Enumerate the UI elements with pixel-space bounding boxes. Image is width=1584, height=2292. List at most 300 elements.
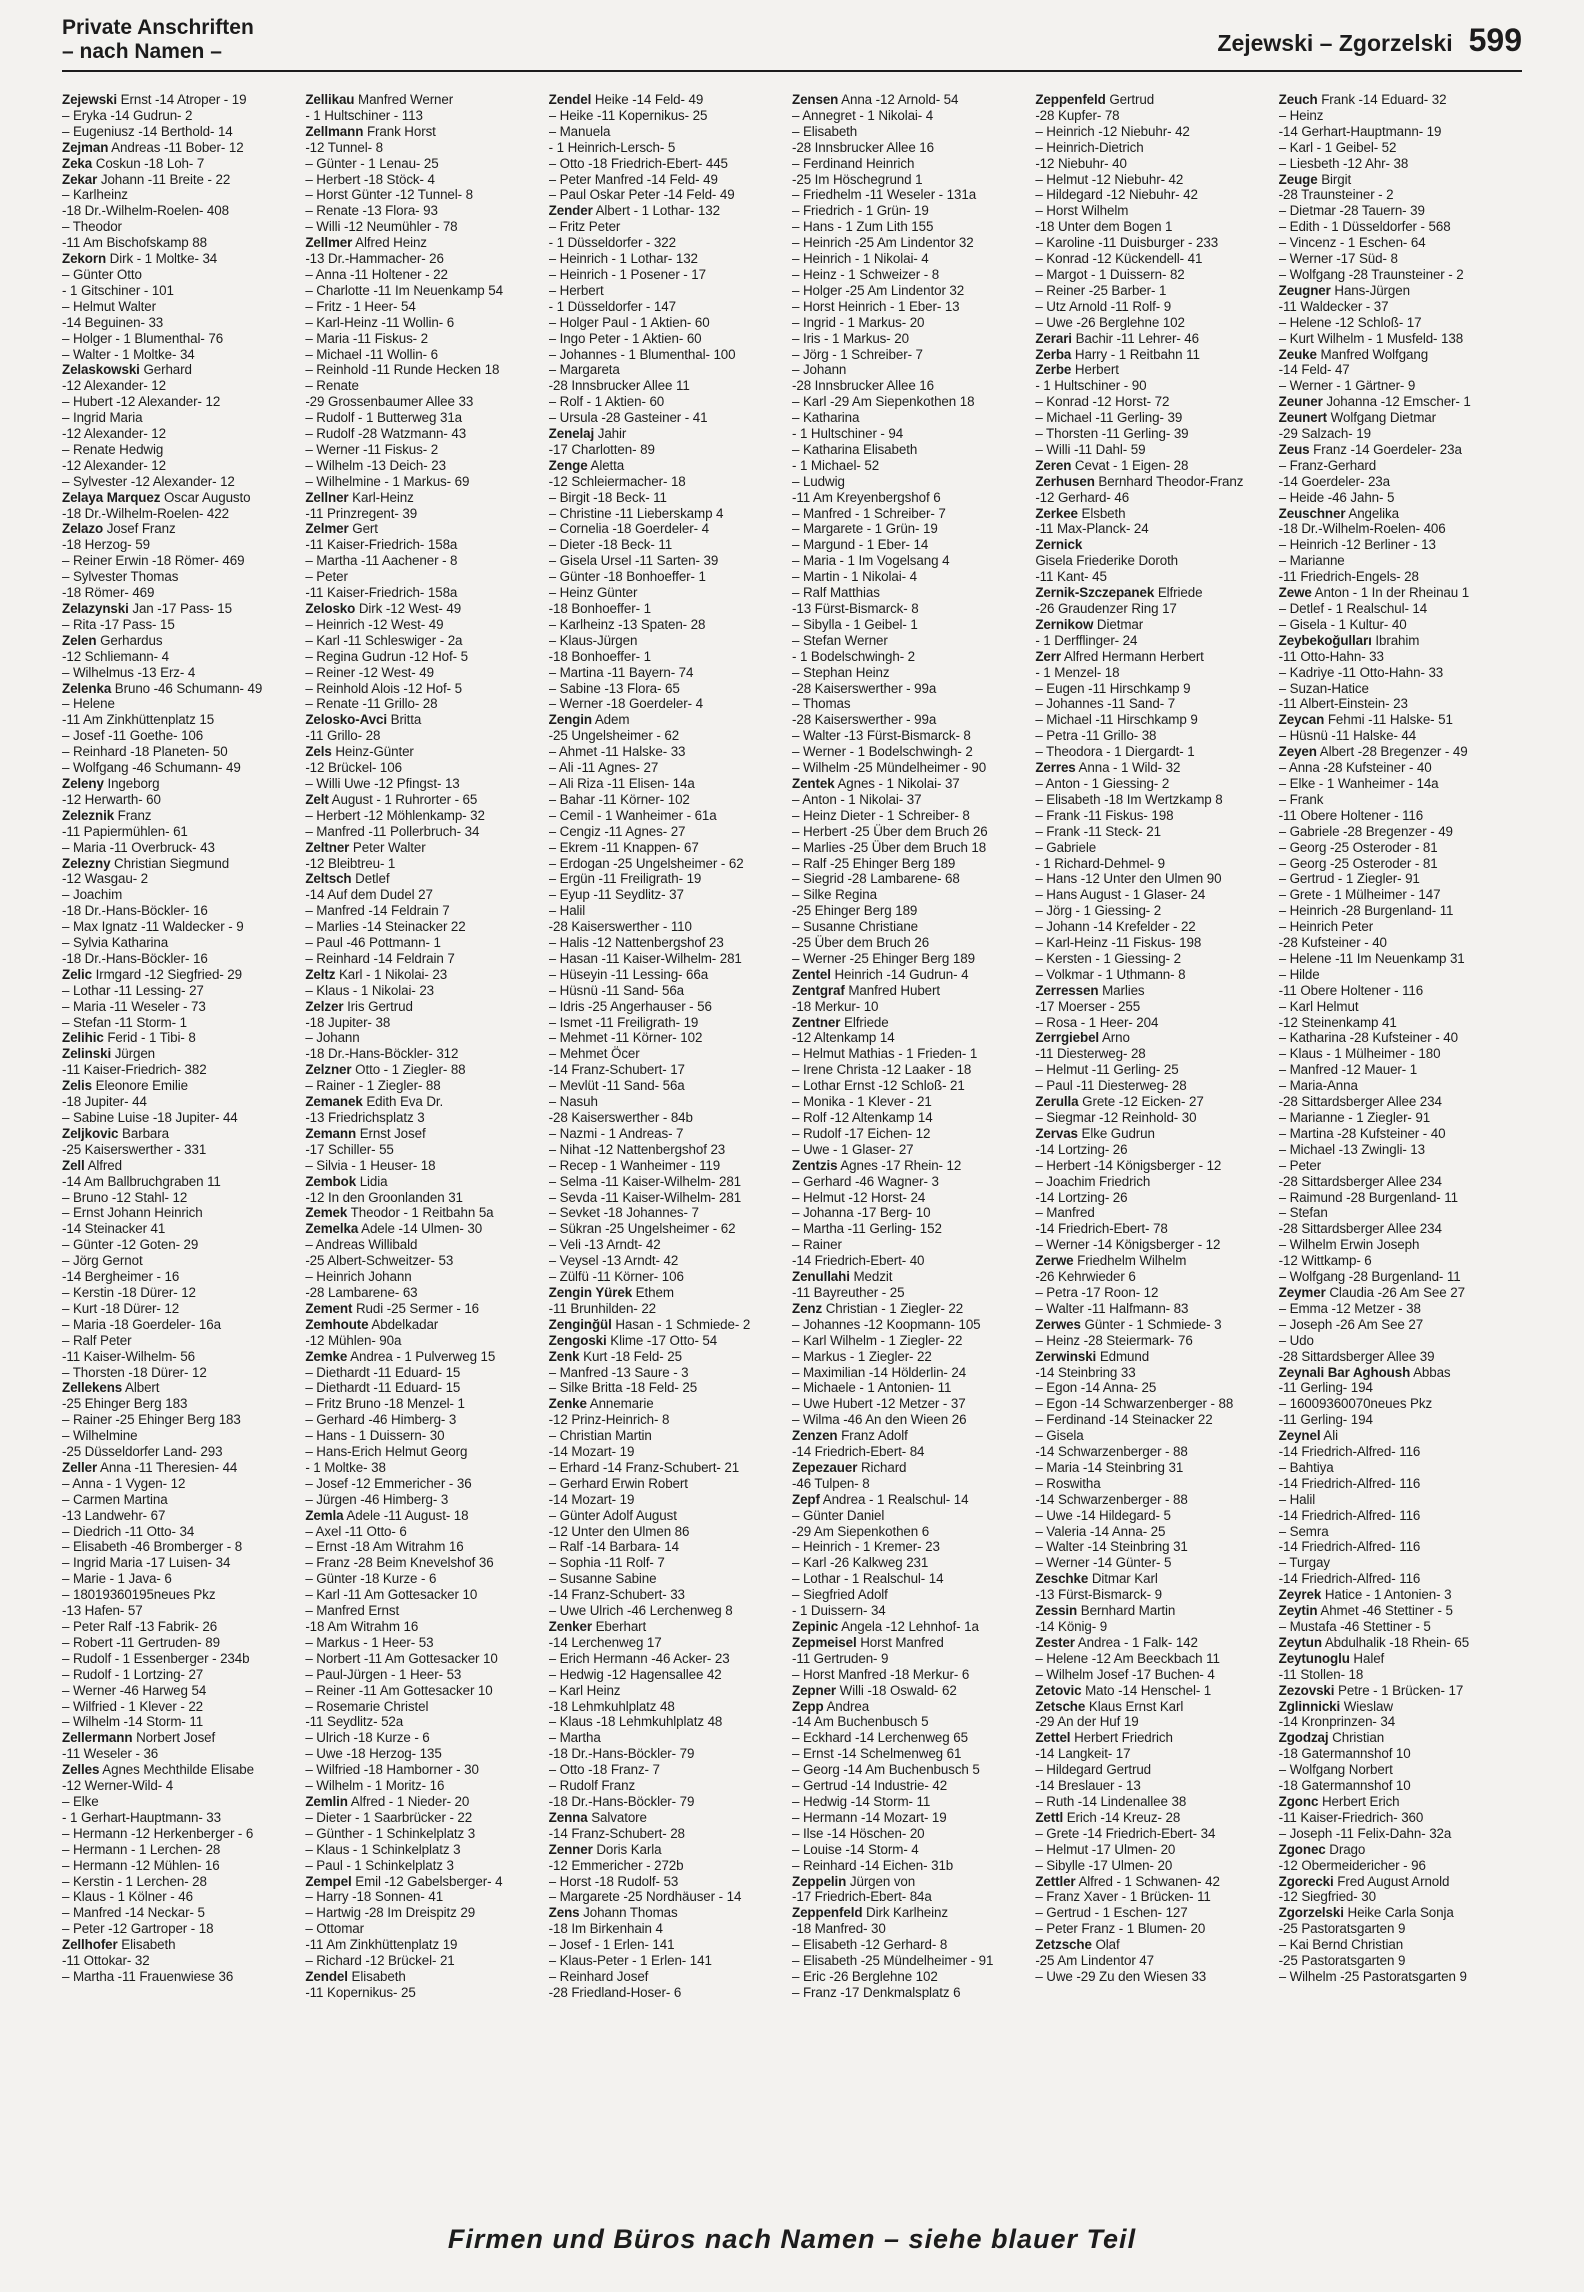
entry-details: -18 Dr.-Hans-Böckler- 79 <box>548 1793 695 1809</box>
entry-details: – 16009360070neues Pkz <box>1278 1396 1433 1412</box>
entry-details: Willi -18 Oswald- 62 <box>839 1682 957 1698</box>
directory-entry <box>62 315 295 331</box>
directory-entry <box>1279 633 1512 649</box>
entry-details: -12 Altenkamp 14 <box>791 1030 895 1046</box>
entry-details: – Klaus - 1 Schinkelplatz 3 <box>305 1841 461 1857</box>
entry-details: Edmund <box>1099 1348 1150 1364</box>
entry-details: – Hans - 1 Duissern- 30 <box>305 1428 445 1444</box>
surname: Zerari <box>1035 330 1072 346</box>
surname: Zeller <box>62 1459 98 1475</box>
entry-details: Arno <box>1101 1030 1130 1046</box>
directory-entry <box>1035 394 1268 410</box>
directory-entry <box>549 1826 782 1842</box>
entry-details: – Helmut Mathias - 1 Frieden- 1 <box>791 1046 978 1062</box>
entry-details: -14 Feld- 47 <box>1278 362 1350 378</box>
entry-details: – Nazmi - 1 Andreas- 7 <box>548 1125 684 1141</box>
surname: Zessin <box>1035 1603 1078 1619</box>
directory-entry <box>792 585 1025 601</box>
entry-details: – Joachim Friedrich <box>1035 1173 1151 1189</box>
entry-details: -14 Friedrich-Alfred- 116 <box>1278 1475 1421 1491</box>
directory-entry <box>62 585 295 601</box>
entry-details: – Elisabeth -12 Gerhard- 8 <box>791 1937 948 1953</box>
directory-entry <box>792 108 1025 124</box>
directory-entry <box>1279 1269 1512 1285</box>
directory-entry <box>1279 760 1512 776</box>
entry-details: - 1 Hultschiner - 90 <box>1035 378 1147 394</box>
directory-entry <box>1035 219 1268 235</box>
surname: Zelihic <box>62 1030 104 1046</box>
directory-entry <box>549 712 782 728</box>
entry-details: Alfred Hermann Herbert <box>1063 648 1204 664</box>
directory-entry <box>62 1794 295 1810</box>
surname: Zeuner <box>1278 394 1323 410</box>
directory-entry <box>792 569 1025 585</box>
entry-details: - 1 Derfflinger- 24 <box>1035 632 1138 648</box>
entry-details: – Eugeniusz -14 Berthold- 14 <box>62 123 233 139</box>
directory-entry <box>1035 601 1268 617</box>
directory-entry <box>1279 1667 1512 1683</box>
directory-entry <box>792 426 1025 442</box>
entry-details: – Valeria -14 Anna- 25 <box>1035 1523 1166 1539</box>
entry-details: – Wilhelmine <box>62 1428 138 1444</box>
directory-entry <box>1279 267 1512 283</box>
entry-details: Bruno -46 Schumann- 49 <box>114 680 263 696</box>
directory-entry <box>549 760 782 776</box>
directory-entry <box>1279 1842 1512 1858</box>
entry-details: – Markus - 1 Ziegler- 22 <box>791 1348 932 1364</box>
directory-entry <box>1035 156 1268 172</box>
directory-entry <box>792 1285 1025 1301</box>
entry-details: – Renate <box>305 378 359 394</box>
directory-entry <box>1035 299 1268 315</box>
entry-details: – Werner -46 Harweg 54 <box>62 1682 207 1698</box>
directory-entry <box>62 601 295 617</box>
directory-entry <box>62 203 295 219</box>
entry-details: – Dieter -18 Beck- 11 <box>548 537 673 553</box>
directory-entry <box>549 283 782 299</box>
entry-details: – Eric -26 Berglehne 102 <box>791 1968 938 1984</box>
entry-details: – Mevlüt -11 Sand- 56a <box>548 1078 685 1094</box>
entry-details: – Eyup -11 Seydlitz- 37 <box>548 887 684 903</box>
entry-details: -11 Papiermühlen- 61 <box>62 823 188 839</box>
directory-entry <box>549 601 782 617</box>
directory-entry <box>305 1810 538 1826</box>
entry-details: – Sevda -11 Kaiser-Wilhelm- 281 <box>548 1189 742 1205</box>
entry-details: Josef Franz <box>106 521 176 537</box>
entry-details: – Louise -14 Storm- 4 <box>791 1841 919 1857</box>
surname: Zement <box>305 1300 353 1316</box>
entry-details: Heike Carla Sonja <box>1347 1905 1454 1921</box>
directory-entry <box>1279 728 1512 744</box>
entry-details: -25 Am Lindentor 47 <box>1035 1953 1155 1969</box>
entry-details: – Holger Paul - 1 Aktien- 60 <box>548 314 710 330</box>
directory-entry <box>62 442 295 458</box>
surname: Zeugner <box>1278 282 1331 298</box>
directory-entry <box>62 1889 295 1905</box>
entry-details: Manfred Wolfgang <box>1320 346 1429 362</box>
entry-details: – Günter Daniel <box>791 1507 885 1523</box>
entry-details: – Michael -13 Zwingli- 13 <box>1278 1141 1425 1157</box>
surname: Zens <box>548 1905 580 1921</box>
entry-details: – Bruno -12 Stahl- 12 <box>62 1189 188 1205</box>
directory-entry <box>549 506 782 522</box>
directory-entry <box>1035 1921 1268 1937</box>
entry-details: Norbert Josef <box>136 1730 216 1746</box>
directory-entry <box>305 156 538 172</box>
surname: Zelenka <box>62 680 112 696</box>
directory-entry <box>792 362 1025 378</box>
entry-details: -11 Am Zinkhüttenplatz 15 <box>62 712 215 728</box>
directory-entry <box>1279 1317 1512 1333</box>
entry-details: – Hermann -12 Herkenberger - 6 <box>62 1825 254 1841</box>
directory-entry <box>549 1858 782 1874</box>
directory-entry <box>305 1889 538 1905</box>
directory-entry <box>62 617 295 633</box>
entry-details: – Karl Helmut <box>1278 998 1359 1014</box>
entry-details: – Cornelia -18 Goerdeler- 4 <box>548 521 709 537</box>
entry-details: Agnes - 1 Nikolai- 37 <box>837 775 960 791</box>
directory-entry <box>1035 1062 1268 1078</box>
entry-details: -14 Franz-Schubert- 17 <box>548 1062 685 1078</box>
entry-details: Alfred Heinz <box>355 235 427 251</box>
surname: Zeytunoglu <box>1278 1650 1350 1666</box>
directory-entry <box>305 1349 538 1365</box>
directory-entry <box>305 919 538 935</box>
directory-entry <box>62 283 295 299</box>
directory-entry <box>305 1667 538 1683</box>
entry-details: -18 Unter dem Bogen 1 <box>1035 219 1173 235</box>
page-header <box>62 16 1522 74</box>
directory-entry <box>62 1635 295 1651</box>
directory-entry <box>1035 283 1268 299</box>
directory-entry <box>792 1985 1025 2001</box>
directory-entry <box>305 315 538 331</box>
directory-entry <box>62 1317 295 1333</box>
entry-details: – Norbert -11 Am Gottesacker 10 <box>305 1650 498 1666</box>
entry-details: – Helmut Walter <box>62 298 156 314</box>
directory-entry <box>305 1842 538 1858</box>
directory-entry <box>1035 1874 1268 1890</box>
entry-details: – Manfred -11 Pollerbruch- 34 <box>305 823 480 839</box>
surname: Zeyen <box>1278 744 1317 760</box>
entry-details: Gerhardus <box>100 632 163 648</box>
entry-details: – Uwe - 1 Glaser- 27 <box>791 1141 914 1157</box>
entry-details: – Halil <box>548 903 586 919</box>
entry-details: – Karl-Heinz -11 Fiskus- 198 <box>1035 935 1202 951</box>
entry-details: – Werner -14 Königsberger - 12 <box>1035 1237 1221 1253</box>
directory-entry <box>549 776 782 792</box>
entry-details: – Karl-Heinz -11 Wollin- 6 <box>305 314 455 330</box>
directory-entry <box>1035 140 1268 156</box>
entry-details: – Hermann -14 Mozart- 19 <box>791 1809 947 1825</box>
entry-details: – Martin - 1 Nikolai- 4 <box>791 569 917 585</box>
directory-entry <box>1035 617 1268 633</box>
directory-entry <box>549 951 782 967</box>
directory-entry <box>305 1794 538 1810</box>
entry-details: -11 Seydlitz- 52a <box>305 1714 404 1730</box>
entry-details: -12 In den Groonlanden 31 <box>305 1189 463 1205</box>
entry-details: – Uwe -14 Hildegard- 5 <box>1035 1507 1171 1523</box>
entry-details: – Elke <box>62 1793 99 1809</box>
directory-entry <box>62 633 295 649</box>
entry-details: – Johanna -17 Berg- 10 <box>791 1205 931 1221</box>
directory-entry <box>305 1476 538 1492</box>
section-title-line-1: Private Anschriften <box>62 16 254 39</box>
directory-entry <box>1035 1889 1268 1905</box>
entry-details: -25 Düsseldorfer Land- 293 <box>62 1444 223 1460</box>
entry-details: Ibrahim <box>1375 632 1420 648</box>
directory-entry <box>1279 1460 1512 1476</box>
entry-details: – Diethardt -11 Eduard- 15 <box>305 1380 461 1396</box>
directory-entry <box>62 1508 295 1524</box>
entry-details: – Heinz - 1 Schweizer - 8 <box>791 266 940 282</box>
directory-entry <box>1279 1746 1512 1762</box>
entry-details: – Turgay <box>1278 1555 1330 1571</box>
entry-details: – Ingrid Maria -17 Luisen- 34 <box>62 1555 231 1571</box>
entry-details: – Manfred -13 Saure - 3 <box>548 1364 689 1380</box>
entry-details: -14 König- 9 <box>1035 1619 1108 1634</box>
directory-entry <box>305 617 538 633</box>
entry-details: – Manfred <box>1035 1205 1095 1221</box>
directory-entry <box>792 1174 1025 1190</box>
directory-entry <box>1279 1826 1512 1842</box>
directory-entry <box>1279 1046 1512 1062</box>
directory-entry <box>792 919 1025 935</box>
entry-details: - 1 Menzel- 18 <box>1035 664 1120 680</box>
entry-details: – Gertrud - 1 Ziegler- 91 <box>1278 871 1420 887</box>
directory-entry <box>1279 1619 1512 1635</box>
directory-entry <box>549 1651 782 1667</box>
entry-details: -28 Sittardsberger Allee 39 <box>1278 1348 1435 1364</box>
entry-details: – Heike -11 Kopernikus- 25 <box>548 107 708 123</box>
directory-entry <box>1035 1349 1268 1365</box>
directory-entry <box>1279 1905 1512 1921</box>
directory-entry <box>1279 871 1512 887</box>
entry-details: – Katharina Elisabeth <box>791 441 918 457</box>
directory-entry <box>62 235 295 251</box>
entry-details: – Kurt -18 Dürer- 12 <box>62 1300 180 1316</box>
entry-details: Manfred Werner <box>358 92 454 107</box>
directory-entry <box>62 1603 295 1619</box>
directory-entry <box>1279 1094 1512 1110</box>
entry-details: Theodor - 1 Reitbahn 5a <box>350 1205 494 1221</box>
entry-details: – Peter <box>1278 1157 1322 1173</box>
directory-entry <box>792 840 1025 856</box>
entry-details: – Heinz Dieter - 1 Schreiber- 8 <box>791 807 970 823</box>
entry-details: – Rudolf - 1 Essenberger - 234b <box>62 1650 250 1666</box>
entry-details: Christian Siegmund <box>114 855 230 871</box>
entry-details: – Lothar - 1 Realschul- 14 <box>791 1571 944 1587</box>
directory-entry <box>62 1746 295 1762</box>
directory-entry <box>1279 410 1512 426</box>
entry-details: -18 Lehmkuhlplatz 48 <box>548 1698 675 1714</box>
entry-details: – Horst Günter -12 Tunnel- 8 <box>305 187 473 203</box>
directory-entry <box>792 1508 1025 1524</box>
directory-entry <box>1279 1205 1512 1221</box>
directory-entry <box>1035 1635 1268 1651</box>
entry-details: Bachir -11 Lehrer- 46 <box>1075 330 1199 346</box>
entry-details: – Werner -18 Goerdeler- 4 <box>548 696 703 712</box>
directory-entry <box>792 983 1025 999</box>
entry-details: – Heide -46 Jahn- 5 <box>1278 489 1395 505</box>
directory-entry <box>792 601 1025 617</box>
directory-entry <box>62 1953 295 1969</box>
directory-entry <box>792 521 1025 537</box>
directory-entry <box>305 1412 538 1428</box>
directory-entry <box>1279 967 1512 983</box>
directory-entry <box>549 1794 782 1810</box>
entry-details: – Stephan Heinz <box>791 664 890 680</box>
entry-details: – Elisabeth -18 Im Wertzkamp 8 <box>1035 791 1223 807</box>
directory-entry <box>305 1317 538 1333</box>
entry-details: – Horst Heinrich - 1 Eber- 13 <box>791 298 960 314</box>
entry-details: – Erich Hermann -46 Acker- 23 <box>548 1650 730 1666</box>
entry-details: – Petra -11 Grillo- 38 <box>1035 728 1157 744</box>
directory-entry <box>1279 1683 1512 1699</box>
entry-details: – Herbert -18 Stöck- 4 <box>305 171 435 187</box>
directory-entry <box>62 935 295 951</box>
directory-entry <box>305 1699 538 1715</box>
surname: Zernikow <box>1035 616 1094 632</box>
directory-entry <box>62 649 295 665</box>
directory-entry <box>62 776 295 792</box>
surname: Zeybekoğulları <box>1278 632 1372 648</box>
directory-entry <box>305 1714 538 1730</box>
entry-details: Günter - 1 Schmiede- 3 <box>1084 1316 1222 1332</box>
directory-entry <box>549 1174 782 1190</box>
entry-details: – Wilma -46 An den Wieen 26 <box>791 1412 967 1428</box>
directory-column <box>1279 92 1522 2192</box>
entry-details: – Kerstin - 1 Lerchen- 28 <box>62 1873 207 1889</box>
directory-entry <box>792 999 1025 1015</box>
surname: Zerhusen <box>1035 473 1095 489</box>
entry-details: – Marlies -14 Steinacker 22 <box>305 919 466 935</box>
directory-entry <box>62 410 295 426</box>
directory-entry <box>792 617 1025 633</box>
surname: Zemlin <box>305 1793 348 1809</box>
directory-entry <box>792 235 1025 251</box>
entry-details: Andrea <box>826 1698 870 1714</box>
entry-details: -12 Emmericher - 272b <box>548 1857 684 1873</box>
directory-entry <box>549 1030 782 1046</box>
directory-entry <box>1279 824 1512 840</box>
directory-entry <box>1279 1396 1512 1412</box>
directory-entry <box>549 474 782 490</box>
directory-entry <box>305 124 538 140</box>
directory-entry <box>1279 140 1512 156</box>
entry-details: -18 Jupiter- 44 <box>62 1094 147 1110</box>
surname: Zeus <box>1278 441 1310 457</box>
directory-entry <box>1279 1444 1512 1460</box>
entry-details: Birgit <box>1321 171 1352 187</box>
running-head-range: Zejewski – Zgorzelski <box>1217 30 1453 56</box>
directory-entry <box>1035 1619 1268 1635</box>
directory-entry <box>305 1221 538 1237</box>
entry-details: – Kurt Wilhelm - 1 Musfeld- 138 <box>1278 330 1464 346</box>
directory-entry <box>792 1460 1025 1476</box>
entry-details: – Helene <box>62 696 115 712</box>
surname: Zeuch <box>1278 92 1318 107</box>
entry-details: – Jörg - 1 Giessing- 2 <box>1035 903 1162 919</box>
directory-entry <box>549 1412 782 1428</box>
entry-details: – Günter -18 Bonhoeffer- 1 <box>548 569 706 585</box>
entry-details: Horst Manfred <box>860 1634 944 1650</box>
directory-entry <box>62 1190 295 1206</box>
entry-details: – Renate -11 Grillo- 28 <box>305 696 438 712</box>
directory-entry <box>62 1285 295 1301</box>
entry-details: -28 Innsbrucker Allee 11 <box>548 378 690 394</box>
entry-details: – Frank -11 Steck- 21 <box>1035 823 1161 839</box>
directory-entry <box>1035 903 1268 919</box>
entry-details: Christian <box>1332 1730 1385 1746</box>
directory-entry <box>549 219 782 235</box>
directory-entry <box>1035 1699 1268 1715</box>
directory-column <box>305 92 548 2192</box>
directory-entry <box>62 1619 295 1635</box>
directory-entry <box>1279 1237 1512 1253</box>
directory-entry <box>549 1683 782 1699</box>
entry-details: – Günther - 1 Schinkelplatz 3 <box>305 1825 476 1841</box>
entry-details: – Johann -14 Krefelder - 22 <box>1035 919 1196 935</box>
directory-entry <box>305 1746 538 1762</box>
directory-entry <box>305 887 538 903</box>
directory-entry <box>549 1015 782 1031</box>
directory-entry <box>305 792 538 808</box>
entry-details: – Eugen -11 Hirschkamp 9 <box>1035 680 1191 696</box>
directory-entry <box>792 808 1025 824</box>
directory-entry <box>1279 172 1512 188</box>
entry-details: – Hildegard -12 Niebuhr- 42 <box>1035 187 1198 203</box>
running-head <box>1217 22 1522 59</box>
directory-entry <box>62 537 295 553</box>
directory-entry <box>549 235 782 251</box>
directory-entry <box>549 1142 782 1158</box>
directory-entry <box>792 1062 1025 1078</box>
entry-details: -18 Dr.-Hans-Böckler- 16 <box>62 903 208 919</box>
directory-entry <box>1035 1301 1268 1317</box>
entry-details: -18 Manfred- 30 <box>791 1921 886 1937</box>
directory-entry <box>1035 887 1268 903</box>
directory-entry <box>792 1635 1025 1651</box>
directory-entry <box>62 347 295 363</box>
entry-details: -14 Friedrich-Ebert- 84 <box>791 1444 925 1460</box>
entry-details: -12 Obermeidericher - 96 <box>1278 1857 1426 1873</box>
entry-details: Anna -11 Theresien- 44 <box>100 1459 238 1475</box>
directory-entry <box>549 744 782 760</box>
directory-entry <box>1279 856 1512 872</box>
directory-entry <box>792 649 1025 665</box>
directory-entry <box>1279 1158 1512 1174</box>
directory-entry <box>1279 378 1512 394</box>
directory-entry <box>62 1842 295 1858</box>
directory-entry <box>1279 251 1512 267</box>
directory-entry <box>549 824 782 840</box>
directory-entry <box>1035 999 1268 1015</box>
entry-details: -18 Am Witrahm 16 <box>305 1619 419 1634</box>
entry-details: – Erdogan -25 Ungelsheimer - 62 <box>548 855 744 871</box>
entry-details: – Uwe Ulrich -46 Lerchenweg 8 <box>548 1603 733 1619</box>
surname: Zerbe <box>1035 362 1072 378</box>
entry-details: Jürgen von <box>849 1873 916 1889</box>
entry-details: – Reinhold -11 Runde Hecken 18 <box>305 362 500 378</box>
surname: Zernick <box>1035 537 1083 553</box>
directory-entry <box>549 887 782 903</box>
directory-entry <box>792 1444 1025 1460</box>
entry-details: Elisabeth <box>121 1937 176 1953</box>
directory-entry <box>62 506 295 522</box>
entry-details: Eberhart <box>595 1619 647 1634</box>
entry-details: -14 Kronprinzen- 34 <box>1278 1714 1396 1730</box>
